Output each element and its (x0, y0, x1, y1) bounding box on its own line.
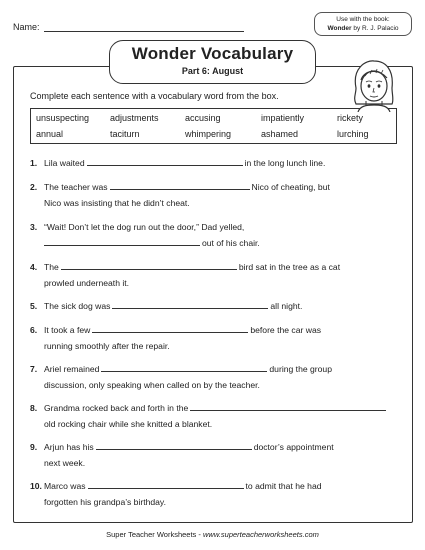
word-bank-item: whimpering (185, 129, 232, 139)
word-bank-item: annual (36, 129, 64, 139)
question-text: Arjun has his (44, 442, 94, 452)
question-text: Grandma rocked back and forth in the (44, 403, 189, 413)
question-number: 2. (30, 182, 38, 192)
girl-face-icon (348, 58, 398, 112)
name-row (13, 22, 244, 32)
footer-separator: - (196, 530, 203, 539)
question-text: “Wait! Don’t let the dog run out the door,” Dad yelled, (44, 222, 245, 232)
word-bank-item: rickety (337, 113, 364, 123)
question-number: 9. (30, 442, 38, 452)
page-subtitle: Part 6: August (181, 66, 244, 76)
question-text: running smoothly after the repair. (44, 341, 170, 351)
book-reference (314, 12, 412, 36)
question-text: out of his chair. (202, 238, 260, 248)
question-number: 8. (30, 403, 38, 413)
question-text: prowled underneath it. (44, 278, 130, 288)
question-10 (30, 478, 400, 510)
book-author: by R. J. Palacio (353, 25, 399, 32)
question-text: The (44, 262, 59, 272)
question-9 (30, 439, 400, 471)
book-line1: Use with the book: (336, 16, 390, 23)
answer-blank[interactable] (92, 324, 248, 333)
footer-brand: Super Teacher Worksheets (106, 530, 197, 539)
question-text: doctor’s appointment (253, 442, 334, 452)
question-number: 3. (30, 222, 38, 232)
word-bank-item: lurching (337, 129, 369, 139)
question-text: all night. (270, 301, 303, 311)
question-text: The sick dog was (44, 301, 111, 311)
book-line2 (315, 24, 411, 33)
answer-blank[interactable] (110, 181, 250, 190)
question-text: next week. (44, 458, 86, 468)
page-title: Wonder Vocabulary (131, 44, 294, 63)
question-text: forgotten his grandpa’s birthday. (44, 497, 166, 507)
footer (0, 530, 425, 539)
question-text: Ariel remained (44, 364, 100, 374)
answer-blank[interactable] (190, 402, 386, 411)
question-5 (30, 298, 400, 314)
question-text: bird sat in the tree as a cat (238, 262, 341, 272)
answer-blank[interactable] (88, 480, 244, 489)
instructions: Complete each sentence with a vocabulary word from the box. (30, 91, 279, 101)
question-text: Marco was (44, 481, 86, 491)
question-text: to admit that he had (245, 481, 322, 491)
name-label: Name: (13, 22, 40, 32)
word-bank-item: adjustments (110, 113, 159, 123)
question-number: 10. (30, 481, 42, 491)
answer-blank[interactable] (112, 300, 268, 309)
word-bank (30, 108, 397, 144)
question-text: Nico of cheating, but (251, 182, 330, 192)
question-text: during the group (269, 364, 332, 374)
answer-blank[interactable] (101, 363, 267, 372)
question-number: 4. (30, 262, 38, 272)
question-text: discussion, only speaking when called on by the teacher. (44, 380, 260, 390)
word-bank-item: taciturn (110, 129, 140, 139)
answer-blank[interactable] (87, 157, 243, 166)
title-box (109, 40, 316, 84)
word-bank-item: impatiently (261, 113, 305, 123)
question-text: Nico was insisting that he didn’t cheat. (44, 198, 190, 208)
question-text: before the car was (250, 325, 322, 335)
question-6 (30, 322, 400, 354)
answer-blank[interactable] (61, 261, 237, 270)
question-number: 1. (30, 158, 38, 168)
question-number: 5. (30, 301, 38, 311)
question-text: Lila waited (44, 158, 85, 168)
question-text: It took a few (44, 325, 91, 335)
word-bank-item: accusing (185, 113, 221, 123)
answer-blank[interactable] (44, 237, 200, 246)
question-text: in the long lunch line. (244, 158, 326, 168)
word-bank-item: ashamed (261, 129, 299, 139)
question-4 (30, 259, 400, 291)
question-text: old rocking chair while she knitted a blanket. (44, 419, 213, 429)
footer-url[interactable]: www.superteacherworksheets.com (202, 530, 319, 539)
question-number: 6. (30, 325, 38, 335)
word-bank-item: unsuspecting (36, 113, 90, 123)
question-2 (30, 179, 400, 211)
question-1 (30, 155, 400, 171)
question-7 (30, 361, 400, 393)
question-3 (30, 219, 400, 251)
question-number: 7. (30, 364, 38, 374)
book-title: Wonder (327, 25, 352, 32)
answer-blank[interactable] (96, 441, 252, 450)
question-text: The teacher was (44, 182, 108, 192)
name-blank[interactable] (44, 22, 244, 32)
question-8 (30, 400, 400, 432)
